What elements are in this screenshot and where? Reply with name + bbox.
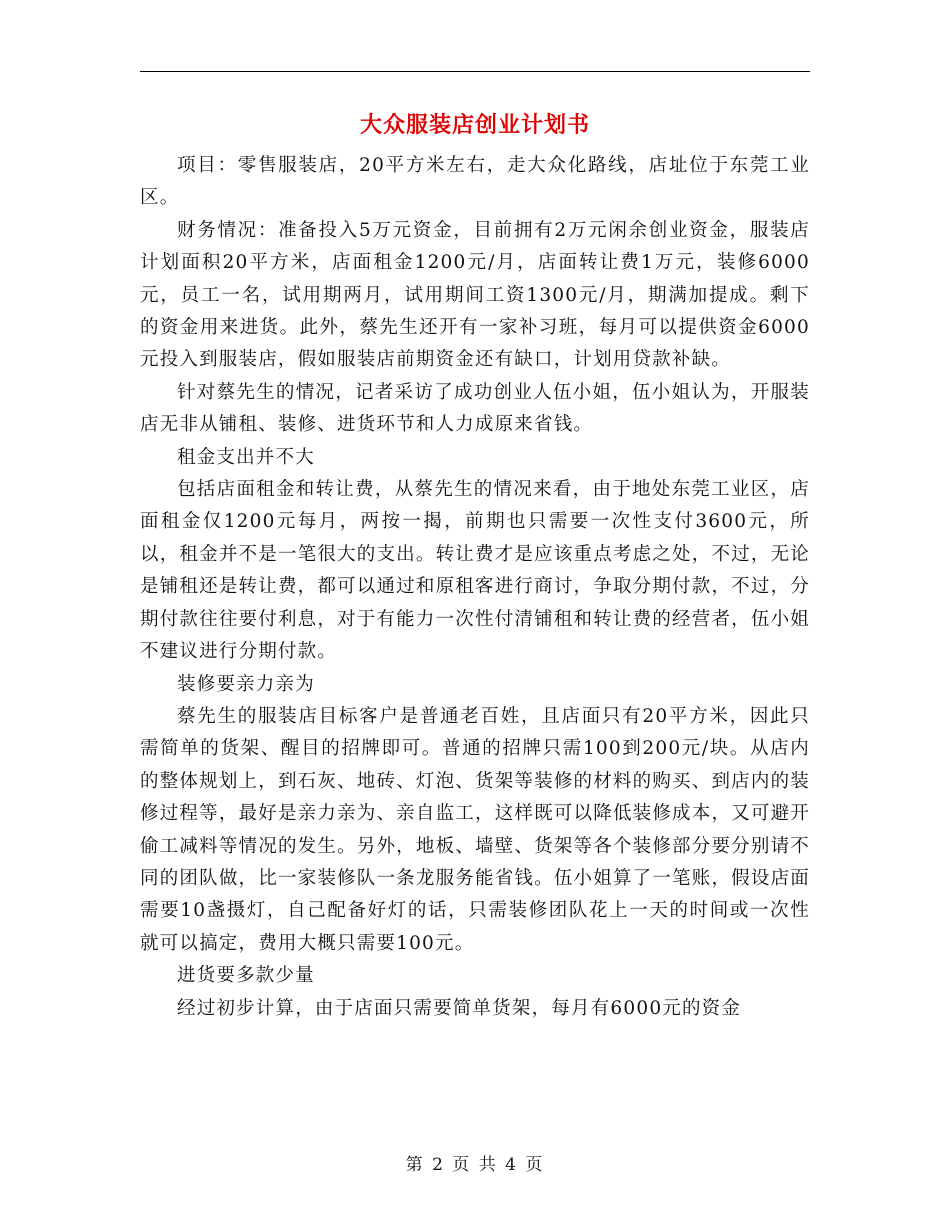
- paragraph-rent: 包括店面租金和转让费，从蔡先生的情况来看，由于地处东莞工业区，店面租金仅1200元每月，两按一揭，前期也只需要一次性支付3600元，所以，租金并不是一笔很大的支出。转让费才是应该重点考虑之处，不过，无论是铺租还是转让费，都可以通过和原租客进行商讨，争取分期付款，不过，分期付款往往要付利息，对于有能力一次性付清铺租和转让费的经营者，伍小姐不建议进行分期付款。: [140, 479, 810, 663]
- document-body: [140, 150, 810, 1025]
- paragraph-purchase: 经过初步计算，由于店面只需要简单货架，每月有6000元的资金: [177, 997, 742, 1019]
- header-rule: [140, 71, 810, 72]
- paragraph-interview: 针对蔡先生的情况，记者采访了成功创业人伍小姐，伍小姐认为，开服装店无非从铺租、装修、进货环节和人力成原来省钱。: [140, 381, 810, 436]
- section-heading-rent: 租金支出并不大: [177, 446, 315, 468]
- document-title: 大众服装店创业计划书: [359, 112, 590, 138]
- paragraph-decoration: 蔡先生的服装店目标客户是普通老百姓，且店面只有20平方米，因此只需简单的货架、醒目的招牌即可。普通的招牌只需100到200元/块。从店内的整体规划上，到石灰、地砖、灯泡、货架等装修的材料的购买、到店内的装修过程等，最好是亲力亲为、亲自监工，这样既可以降低装修成本，又可避开偷工减料等情况的发生。另外，地板、墙壁、货架等各个装修部分要分别请不同的团队做，比一家装修队一条龙服务能省钱。伍小姐算了一笔账，假设店面需要10盏摄灯，自己配备好灯的话，只需装修团队花上一天的时间或一次性就可以搞定，费用大概只需要100元。: [140, 705, 810, 954]
- page-footer: 第 2 页 共 4 页: [405, 1155, 545, 1175]
- section-heading-purchase: 进货要多款少量: [177, 965, 315, 987]
- paragraph-finance: 财务情况：准备投入5万元资金，目前拥有2万元闲余创业资金，服装店计划面积20平方米，店面租金1200元/月，店面转让费1万元，装修6000元，员工一名，试用期两月，试用期间工资1300元/月，期满加提成。剩下的资金用来进货。此外，蔡先生还开有一家补习班，每月可以提供资金6000元投入到服装店，假如服装店前期资金还有缺口，计划用贷款补缺。: [140, 219, 810, 371]
- paragraph-project: 项目：零售服装店，20平方米左右，走大众化路线，店址位于东莞工业区。: [140, 155, 810, 209]
- section-heading-decoration: 装修要亲力亲为: [177, 673, 315, 695]
